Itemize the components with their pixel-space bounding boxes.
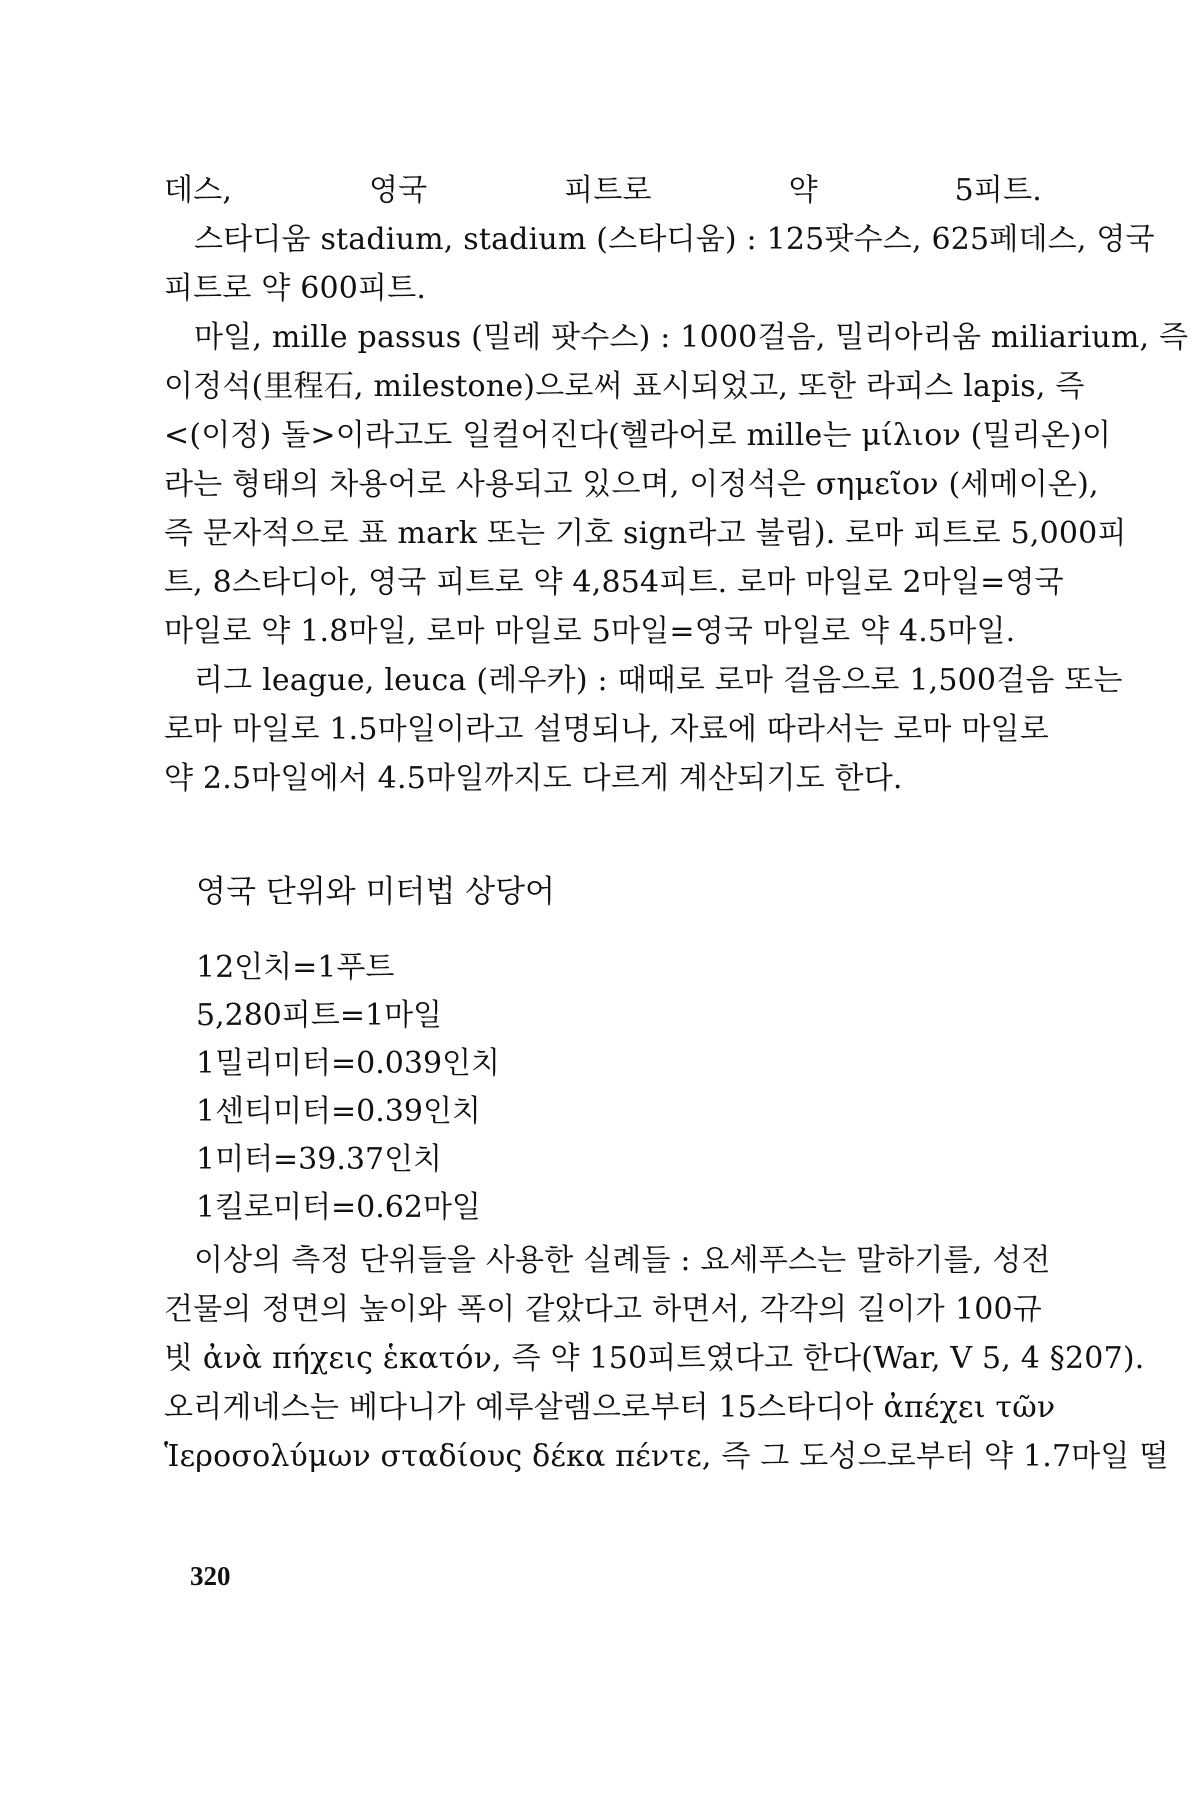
equivalence-item: 1센티미터=0.39인치 <box>196 1094 481 1129</box>
equivalence-item: 1킬로미터=0.62마일 <box>196 1190 481 1225</box>
text-line: 마일로 약 1.8마일, 로마 마일로 5마일=영국 마일로 약 4.5마일. <box>164 614 1016 649</box>
text-line: 오리게네스는 베다니가 예루살렘으로부터 15스타디아 ἀπέχει τῶν <box>164 1390 1056 1425</box>
text-line: 피트로 약 600피트. <box>164 271 427 306</box>
examples-text <box>164 1236 1169 1481</box>
measurement-definitions-text <box>164 166 1189 803</box>
text-line: Ἱεροσολύμων σταδίους δέκα πέντε, 즉 그 도성으로부터 약 1.7마일 떨 <box>164 1439 1169 1474</box>
equivalence-item: 1밀리미터=0.039인치 <box>196 1046 500 1081</box>
unit-equivalence-list <box>196 944 500 1232</box>
text-line: 트, 8스타디아, 영국 피트로 약 4,854피트. 로마 마일로 2마일=영국 <box>164 565 1064 600</box>
page-number: 320 <box>190 1561 231 1591</box>
text-line: 데스, 영국 피트로 약 5피트. <box>164 173 1042 208</box>
text-line: 약 2.5마일에서 4.5마일까지도 다르게 계산되기도 한다. <box>164 761 903 796</box>
text-line: 즉 문자적으로 표 mark 또는 기호 sign라고 불림). 로마 피트로 5,000피 <box>164 516 1127 551</box>
equivalence-item: 12인치=1푸트 <box>196 950 395 985</box>
section-heading: 영국 단위와 미터법 상당어 <box>196 874 555 910</box>
text-line: 로마 마일로 1.5마일이라고 설명되나, 자료에 따라서는 로마 마일로 <box>164 712 1049 747</box>
equivalence-item: 5,280피트=1마일 <box>196 998 443 1033</box>
text-line: 라는 형태의 차용어로 사용되고 있으며, 이정석은 σημεῖον (세메이온), <box>164 467 1099 502</box>
text-line: 빗 ἀνὰ πήχεις ἑκατόν, 즉 약 150피트였다고 한다(War, V 5, 4 §207). <box>164 1341 1145 1376</box>
text-line: <(이정) 돌>이라고도 일컬어진다(헬라어로 mille는 μίλιον (밀리온)이 <box>164 418 1112 453</box>
text-line: 건물의 정면의 높이와 폭이 같았다고 하면서, 각각의 길이가 100규 <box>164 1292 1042 1327</box>
text-line: 스타디움 stadium, stadium (스타디움) : 125팟수스, 625페데스, 영국 <box>194 222 1155 257</box>
text-line: 리그 league, leuca (레우카) : 때때로 로마 걸음으로 1,500걸음 또는 <box>194 663 1123 698</box>
text-line: 이정석(里程石, milestone)으로써 표시되었고, 또한 라피스 lapis, 즉 <box>164 369 1085 404</box>
text-line: 마일, mille passus (밀레 팟수스) : 1000걸음, 밀리아리움 miliarium, 즉 <box>194 320 1189 355</box>
text-line: 이상의 측정 단위들을 사용한 실례들 : 요세푸스는 말하기를, 성전 <box>194 1243 1051 1278</box>
equivalence-item: 1미터=39.37인치 <box>196 1142 443 1177</box>
